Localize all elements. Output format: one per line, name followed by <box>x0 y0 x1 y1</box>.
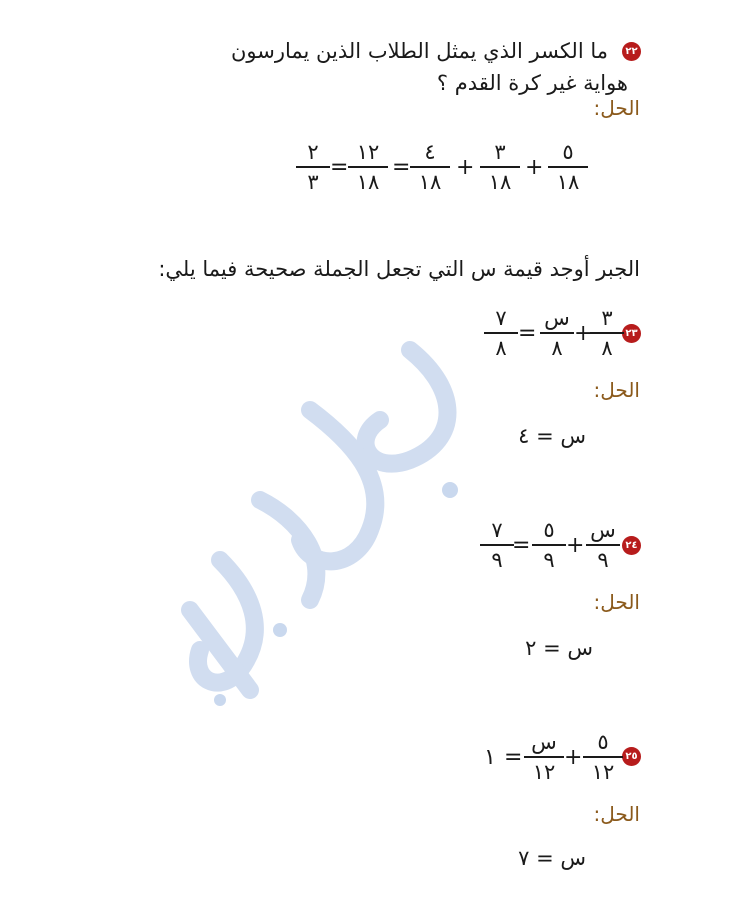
fraction-bar <box>480 166 520 168</box>
fraction <box>540 306 574 360</box>
question-number-badge: ٢٤ <box>622 536 641 555</box>
fraction-bar <box>540 332 574 334</box>
solution-label: الحل: <box>593 378 640 402</box>
denominator: ١٨ <box>356 170 380 194</box>
answer: س = ٢ <box>525 636 593 660</box>
answer: س = ٧ <box>518 846 586 870</box>
solution-label: الحل: <box>593 802 640 826</box>
denominator: ٨ <box>495 336 507 360</box>
fraction <box>480 518 514 572</box>
denominator: ١٢ <box>591 760 615 784</box>
numerator: ٤ <box>424 140 436 164</box>
denominator: ٩ <box>491 548 503 572</box>
equals-sign: = <box>392 155 411 180</box>
numerator: ٥ <box>597 730 609 754</box>
numerator: ٥ <box>562 140 574 164</box>
question-number-badge: ٢٣ <box>622 324 641 343</box>
fraction-bar <box>548 166 588 168</box>
numerator: ٧ <box>495 306 507 330</box>
question-text-line: هواية غير كرة القدم ؟ <box>436 71 628 95</box>
numerator: س <box>531 730 557 754</box>
plus-sign: + <box>525 155 544 180</box>
fraction-bar <box>586 544 620 546</box>
numerator: ٣ <box>494 140 506 164</box>
equals-sign: = <box>512 533 531 558</box>
plus-sign: + <box>566 533 585 558</box>
denominator: ٩ <box>543 548 555 572</box>
fraction <box>410 140 450 194</box>
fraction <box>590 306 624 360</box>
solution-label: الحل: <box>593 96 640 120</box>
question-text-line: ما الكسر الذي يمثل الطلاب الذين يمارسون <box>230 39 608 63</box>
denominator: ١٨ <box>418 170 442 194</box>
numerator: ٧ <box>491 518 503 542</box>
fraction-bar <box>480 544 514 546</box>
fraction <box>484 306 518 360</box>
denominator: ٨ <box>551 336 563 360</box>
fraction-bar <box>590 332 624 334</box>
fraction <box>586 518 620 572</box>
fraction <box>548 140 588 194</box>
denominator: ٩ <box>597 548 609 572</box>
answer: س = ٤ <box>518 424 586 448</box>
equals-sign: = <box>330 155 349 180</box>
fraction <box>296 140 330 194</box>
question-number-badge: ٢٢ <box>622 42 641 61</box>
denominator: ٣ <box>307 170 319 194</box>
plus-sign: + <box>574 321 593 346</box>
solution-label: الحل: <box>593 590 640 614</box>
plus-sign: + <box>564 745 583 770</box>
fraction-bar <box>484 332 518 334</box>
fraction <box>532 518 566 572</box>
denominator: ١٨ <box>488 170 512 194</box>
denominator: ٨ <box>601 336 613 360</box>
numerator: ٣ <box>601 306 613 330</box>
fraction-bar <box>410 166 450 168</box>
fraction-bar <box>524 756 564 758</box>
numerator: س <box>544 306 570 330</box>
fraction <box>524 730 564 784</box>
question-number-badge: ٢٥ <box>622 747 641 766</box>
denominator: ١٢ <box>532 760 556 784</box>
fraction <box>583 730 623 784</box>
section-heading: الجبر أوجد قيمة س التي تجعل الجملة صحيحة فيما يلي: <box>158 257 640 281</box>
fraction <box>348 140 388 194</box>
numerator: س <box>590 518 616 542</box>
numerator: ٥ <box>543 518 555 542</box>
fraction <box>480 140 520 194</box>
watermark-calligraphy <box>160 330 480 714</box>
fraction-bar <box>296 166 330 168</box>
plus-sign: + <box>456 155 475 180</box>
equals-sign: = <box>518 321 537 346</box>
fraction-bar <box>532 544 566 546</box>
equals-sign: = <box>504 745 523 770</box>
right-hand-side: ١ <box>484 745 496 770</box>
numerator: ١٢ <box>356 140 380 164</box>
denominator: ١٨ <box>556 170 580 194</box>
numerator: ٢ <box>307 140 319 164</box>
fraction-bar <box>348 166 388 168</box>
fraction-bar <box>583 756 623 758</box>
